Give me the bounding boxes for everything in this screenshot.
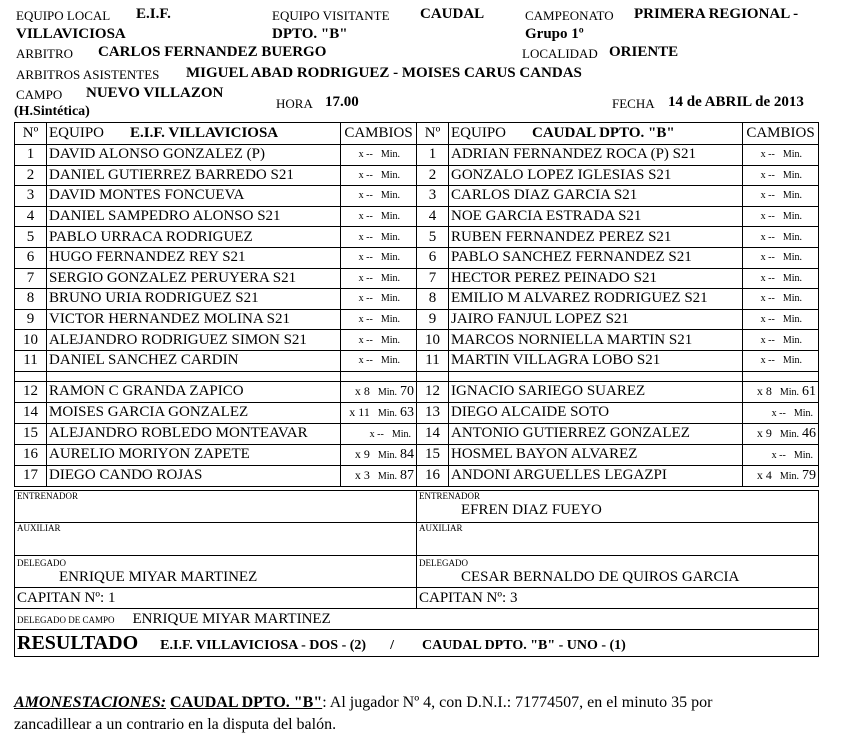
change-shirt: x -- (760, 252, 775, 264)
away-player-number: 13 (417, 402, 449, 423)
delegado-campo-value: ENRIQUE MIYAR MARTINEZ (132, 611, 331, 627)
amonestaciones-label: AMONESTACIONES: (14, 694, 167, 711)
home-player-number: 9 (15, 309, 47, 330)
change-min-label: Min. (380, 211, 400, 223)
home-player-number: 8 (15, 289, 47, 310)
home-change (341, 444, 417, 465)
fecha-value: 14 de ABRIL de 2013 (668, 94, 804, 110)
campeonato-label: CAMPEONATO (525, 8, 614, 23)
change-min-label: Min. (380, 252, 400, 264)
away-entrenador: EFREN DIAZ FUEYO (461, 502, 602, 518)
away-delegado: CESAR BERNALDO DE QUIROS GARCIA (461, 569, 740, 585)
table-row (15, 350, 819, 371)
change-min-label: Min. (377, 407, 397, 419)
home-player-name: VICTOR HERNANDEZ MOLINA S21 (47, 309, 341, 330)
fecha-label: FECHA (612, 96, 655, 111)
change-shirt: x -- (760, 272, 775, 284)
home-change (341, 206, 417, 227)
home-change (341, 465, 417, 486)
away-player-name: ANDONI ARGUELLES LEGAZPI (449, 465, 743, 486)
col-equipo-home (47, 123, 341, 145)
home-delegado: ENRIQUE MIYAR MARTINEZ (59, 569, 258, 585)
away-change (743, 206, 819, 227)
away-player-name: NOE GARCIA ESTRADA S21 (449, 206, 743, 227)
away-player-number: 15 (417, 444, 449, 465)
change-min-label: Min. (377, 470, 397, 482)
away-player-name: ANTONIO GUTIERREZ GONZALEZ (449, 423, 743, 444)
change-minute: 84 (400, 446, 414, 462)
table-row (15, 402, 819, 423)
away-change (743, 309, 819, 330)
change-shirt: x -- (760, 211, 775, 223)
home-player-name: HUGO FERNANDEZ REY S21 (47, 247, 341, 268)
separator-cell (47, 371, 341, 381)
away-entrenador-cell (417, 491, 819, 523)
change-minute: 63 (400, 404, 414, 420)
table-row (15, 465, 819, 486)
home-auxiliar-cell (15, 523, 417, 556)
separator-cell (15, 371, 47, 381)
change-min-label: Min. (380, 293, 400, 305)
local-value: E.I.F. (136, 6, 171, 22)
home-player-number: 12 (15, 381, 47, 402)
change-min-label: Min. (377, 449, 397, 461)
change-shirt: x -- (358, 211, 373, 223)
change-shirt: x -- (358, 252, 373, 264)
table-row (15, 381, 819, 402)
localidad-label: LOCALIDAD (522, 46, 598, 61)
change-shirt: x -- (760, 190, 775, 202)
away-player-number: 5 (417, 227, 449, 248)
away-player-number: 16 (417, 465, 449, 486)
home-team-name: E.I.F. VILLAVICIOSA (130, 125, 279, 141)
away-change (743, 381, 819, 402)
away-change (743, 465, 819, 486)
change-min-label: Min. (377, 386, 397, 398)
local-label: EQUIPO LOCAL (16, 8, 111, 23)
table-row (15, 206, 819, 227)
table-row (15, 165, 819, 186)
change-shirt: x -- (358, 190, 373, 202)
home-capitan: CAPITAN Nº: 1 (17, 590, 116, 606)
table-row (15, 330, 819, 351)
away-player-name: JAIRO FANJUL LOPEZ S21 (449, 309, 743, 330)
away-change (743, 165, 819, 186)
staff-table (14, 490, 819, 657)
auxiliar-label: AUXILIAR (419, 523, 463, 533)
change-minute: 79 (802, 467, 816, 483)
col-equipo-label: EQUIPO (451, 125, 506, 141)
home-player-number: 2 (15, 165, 47, 186)
away-change (743, 186, 819, 207)
home-change (341, 381, 417, 402)
table-row (15, 227, 819, 248)
away-player-name: HECTOR PEREZ PEINADO S21 (449, 268, 743, 289)
change-minute: 70 (400, 383, 414, 399)
campeonato-value-2: Grupo 1º (525, 26, 584, 42)
asistentes-value: MIGUEL ABAD RODRIGUEZ - MOISES CARUS CANDAS (186, 65, 582, 81)
change-min-label: Min. (380, 314, 400, 326)
away-player-number: 11 (417, 350, 449, 371)
away-player-name: MARCOS NORNIELLA MARTIN S21 (449, 330, 743, 351)
campo-value: NUEVO VILLAZON (86, 85, 224, 101)
away-player-name: CARLOS DIAZ GARCIA S21 (449, 186, 743, 207)
change-min-label: Min. (380, 355, 400, 367)
change-min-label: Min. (782, 211, 802, 223)
away-change (743, 145, 819, 166)
home-player-number: 10 (15, 330, 47, 351)
change-minute: 61 (802, 383, 816, 399)
home-player-name: BRUNO URIA RODRIGUEZ S21 (47, 289, 341, 310)
separator-cell (417, 371, 449, 381)
hora-label: HORA (276, 96, 313, 111)
auxiliar-label: AUXILIAR (17, 523, 61, 533)
separator-cell (743, 371, 819, 381)
resultado-separator: / (390, 637, 394, 653)
home-player-name: DANIEL GUTIERREZ BARREDO S21 (47, 165, 341, 186)
home-player-number: 6 (15, 247, 47, 268)
change-shirt: x -- (358, 231, 373, 243)
change-min-label: Min. (782, 231, 802, 243)
away-player-number: 12 (417, 381, 449, 402)
change-shirt: x -- (760, 334, 775, 346)
away-change (743, 330, 819, 351)
campo-label: CAMPO (16, 87, 63, 102)
away-change (743, 289, 819, 310)
home-change (341, 309, 417, 330)
away-change (743, 423, 819, 444)
separator-cell (449, 371, 743, 381)
change-shirt: x 3 (354, 467, 370, 482)
change-shirt: x -- (358, 355, 373, 367)
away-player-number: 2 (417, 165, 449, 186)
change-shirt: x 9 (756, 425, 772, 440)
col-cambios-away: CAMBIOS (743, 123, 819, 145)
away-change (743, 402, 819, 423)
change-min-label: Min. (782, 252, 802, 264)
change-minute: 46 (802, 425, 816, 441)
localidad-value: ORIENTE (609, 44, 679, 60)
home-change (341, 268, 417, 289)
change-min-label: Min. (391, 428, 411, 440)
home-player-number: 7 (15, 268, 47, 289)
home-player-name: DIEGO CANDO ROJAS (47, 465, 341, 486)
home-player-name: DAVID MONTES FONCUEVA (47, 186, 341, 207)
change-min-label: Min. (782, 293, 802, 305)
table-row (15, 423, 819, 444)
home-change (341, 402, 417, 423)
change-min-label: Min. (793, 407, 813, 419)
change-shirt: x -- (760, 149, 775, 161)
table-row (15, 145, 819, 166)
away-change (743, 247, 819, 268)
change-shirt: x -- (771, 449, 786, 461)
change-shirt: x -- (358, 149, 373, 161)
table-row (15, 247, 819, 268)
home-entrenador-cell (15, 491, 417, 523)
delegado-campo-label: DELEGADO DE CAMPO (17, 615, 115, 625)
change-shirt: x -- (760, 314, 775, 326)
resultado-label: RESULTADO (17, 631, 139, 654)
change-min-label: Min. (380, 190, 400, 202)
away-player-number: 1 (417, 145, 449, 166)
asistentes-label: ARBITROS ASISTENTES (16, 67, 160, 82)
change-shirt: x 8 (756, 383, 772, 398)
change-min-label: Min. (782, 190, 802, 202)
amonestaciones-team: CAUDAL DPTO. "B" (170, 694, 323, 711)
table-row (15, 289, 819, 310)
away-player-number: 4 (417, 206, 449, 227)
change-min-label: Min. (779, 470, 799, 482)
col-num-away: Nº (417, 123, 449, 145)
away-capitan: CAPITAN Nº: 3 (419, 590, 518, 606)
change-shirt: x -- (358, 272, 373, 284)
home-player-name: DAVID ALONSO GONZALEZ (P) (47, 145, 341, 166)
home-player-number: 11 (15, 350, 47, 371)
delegado-campo-cell (15, 609, 819, 630)
roster-separator (15, 371, 819, 381)
change-shirt: x -- (760, 231, 775, 243)
home-player-name: AURELIO MORIYON ZAPETE (47, 444, 341, 465)
away-change (743, 268, 819, 289)
home-player-number: 1 (15, 145, 47, 166)
change-min-label: Min. (380, 169, 400, 181)
away-player-number: 8 (417, 289, 449, 310)
away-capitan-cell (417, 588, 819, 609)
visitor-label: EQUIPO VISITANTE (272, 8, 390, 23)
table-row (15, 186, 819, 207)
table-row (15, 444, 819, 465)
away-player-name: HOSMEL BAYON ALVAREZ (449, 444, 743, 465)
change-minute: 87 (400, 467, 414, 483)
away-player-name: MARTIN VILLAGRA LOBO S21 (449, 350, 743, 371)
col-cambios-home: CAMBIOS (341, 123, 417, 145)
home-player-name: ALEJANDRO ROBLEDO MONTEAVAR (47, 423, 341, 444)
change-min-label: Min. (380, 231, 400, 243)
resultado-home: E.I.F. VILLAVICIOSA - DOS - (2) (160, 637, 367, 653)
home-player-name: PABLO URRACA RODRIGUEZ (47, 227, 341, 248)
change-min-label: Min. (793, 449, 813, 461)
away-player-number: 3 (417, 186, 449, 207)
home-player-number: 3 (15, 186, 47, 207)
delegado-label: DELEGADO (17, 558, 66, 568)
home-player-number: 15 (15, 423, 47, 444)
home-player-name: DANIEL SAMPEDRO ALONSO S21 (47, 206, 341, 227)
home-change (341, 289, 417, 310)
arbitro-value: CARLOS FERNANDEZ BUERGO (98, 44, 327, 60)
roster-header-row (15, 123, 819, 145)
change-min-label: Min. (782, 149, 802, 161)
amonestaciones-line-1 (14, 694, 712, 712)
entrenador-label: ENTRENADOR (17, 491, 78, 501)
home-change (341, 330, 417, 351)
away-change (743, 227, 819, 248)
change-shirt: x -- (358, 314, 373, 326)
home-player-number: 14 (15, 402, 47, 423)
home-player-number: 5 (15, 227, 47, 248)
home-player-number: 17 (15, 465, 47, 486)
change-min-label: Min. (782, 334, 802, 346)
campo-value-2: (H.Sintética) (14, 104, 90, 119)
change-shirt: x -- (369, 428, 384, 440)
away-player-number: 6 (417, 247, 449, 268)
home-player-name: RAMON C GRANDA ZAPICO (47, 381, 341, 402)
resultado-cell (15, 630, 819, 657)
change-min-label: Min. (380, 334, 400, 346)
separator-cell (341, 371, 417, 381)
home-player-name: MOISES GARCIA GONZALEZ (47, 402, 341, 423)
away-player-number: 14 (417, 423, 449, 444)
change-shirt: x -- (771, 407, 786, 419)
home-player-number: 4 (15, 206, 47, 227)
col-equipo-away (449, 123, 743, 145)
hora-value: 17.00 (325, 94, 359, 110)
home-change (341, 186, 417, 207)
away-change (743, 350, 819, 371)
change-min-label: Min. (782, 272, 802, 284)
away-player-name: DIEGO ALCAIDE SOTO (449, 402, 743, 423)
away-player-number: 7 (417, 268, 449, 289)
table-row (15, 309, 819, 330)
home-player-name: DANIEL SANCHEZ CARDIN (47, 350, 341, 371)
home-player-name: SERGIO GONZALEZ PERUYERA S21 (47, 268, 341, 289)
amonestaciones-text-1: : Al jugador Nº 4, con D.N.I.: 71774507, en el minuto 35 por (322, 694, 713, 711)
away-auxiliar-cell (417, 523, 819, 556)
home-change (341, 350, 417, 371)
visitor-value: CAUDAL (420, 6, 485, 22)
home-player-number: 16 (15, 444, 47, 465)
home-delegado-cell (15, 556, 417, 588)
change-min-label: Min. (380, 149, 400, 161)
change-shirt: x 9 (354, 446, 370, 461)
change-min-label: Min. (782, 314, 802, 326)
resultado-away: CAUDAL DPTO. "B" - UNO - (1) (421, 637, 626, 653)
amonestaciones-line-2: zancadillear a un contrario en la disputa del balón. (14, 716, 337, 733)
away-player-name: ADRIAN FERNANDEZ ROCA (P) S21 (449, 145, 743, 166)
change-shirt: x 4 (756, 467, 772, 482)
change-shirt: x -- (358, 169, 373, 181)
away-player-name: IGNACIO SARIEGO SUAREZ (449, 381, 743, 402)
away-player-number: 10 (417, 330, 449, 351)
visitor-value-2: DPTO. "B" (272, 26, 348, 42)
away-delegado-cell (417, 556, 819, 588)
change-min-label: Min. (782, 355, 802, 367)
delegado-label: DELEGADO (419, 558, 468, 568)
col-num-home: Nº (15, 123, 47, 145)
change-min-label: Min. (779, 428, 799, 440)
change-shirt: x 11 (349, 404, 370, 419)
home-player-name: ALEJANDRO RODRIGUEZ SIMON S21 (47, 330, 341, 351)
away-change (743, 444, 819, 465)
home-change (341, 423, 417, 444)
home-change (341, 145, 417, 166)
change-shirt: x -- (358, 293, 373, 305)
change-min-label: Min. (782, 169, 802, 181)
change-shirt: x -- (760, 169, 775, 181)
change-shirt: x -- (760, 355, 775, 367)
table-row (15, 268, 819, 289)
change-min-label: Min. (380, 272, 400, 284)
change-min-label: Min. (779, 386, 799, 398)
away-player-name: EMILIO M ALVAREZ RODRIGUEZ S21 (449, 289, 743, 310)
away-player-number: 9 (417, 309, 449, 330)
home-change (341, 165, 417, 186)
arbitro-label: ARBITRO (16, 46, 74, 61)
home-change (341, 227, 417, 248)
home-capitan-cell (15, 588, 417, 609)
home-change (341, 247, 417, 268)
campeonato-value: PRIMERA REGIONAL - (634, 6, 799, 22)
away-team-name: CAUDAL DPTO. "B" (532, 125, 675, 141)
away-player-name: PABLO SANCHEZ FERNANDEZ S21 (449, 247, 743, 268)
local-value-2: VILLAVICIOSA (16, 26, 126, 42)
away-player-name: GONZALO LOPEZ IGLESIAS S21 (449, 165, 743, 186)
change-shirt: x -- (358, 334, 373, 346)
away-player-name: RUBEN FERNANDEZ PEREZ S21 (449, 227, 743, 248)
change-shirt: x -- (760, 293, 775, 305)
col-equipo-label: EQUIPO (49, 125, 104, 141)
entrenador-label: ENTRENADOR (419, 491, 480, 501)
roster-table (14, 122, 819, 487)
change-shirt: x 8 (354, 383, 370, 398)
